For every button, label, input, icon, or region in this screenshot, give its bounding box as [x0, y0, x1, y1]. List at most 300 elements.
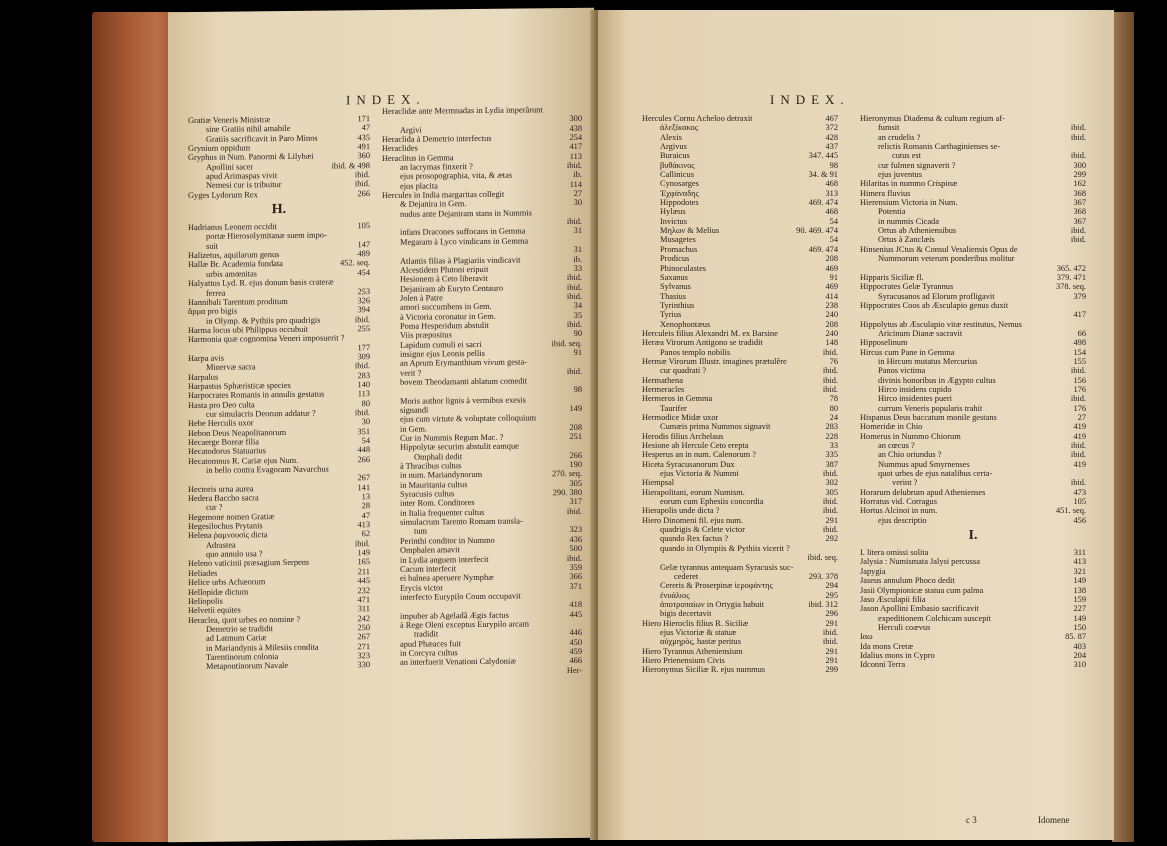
entry-page-ref: 85. 87: [1065, 632, 1086, 642]
index-entry: [860, 660, 1086, 669]
index-entry: [860, 329, 1086, 338]
entry-page-ref: 469. 474: [808, 244, 838, 254]
entry-page-ref: 147: [357, 239, 370, 250]
entry-text: Himera fluvius: [860, 188, 911, 198]
entry-page-ref: ibid.: [1070, 394, 1086, 404]
index-entry: [860, 133, 1086, 142]
entry-page-ref: 283: [357, 370, 370, 380]
entry-page-ref: ibid.: [354, 170, 370, 180]
entry-text: in Olymp. & Pythiis pro quadrigis: [206, 315, 321, 326]
entry-text: ejus prosopographia, vita, & ætas: [400, 171, 513, 182]
entry-page-ref: 208: [825, 254, 838, 264]
entry-text: Hilaritas in nummo Crispinæ: [860, 179, 958, 189]
index-entry: [860, 310, 1086, 319]
entry-page-ref: 468: [825, 207, 838, 217]
entry-text: Hecaerge Boreæ filia: [188, 437, 259, 448]
index-entry: [860, 123, 1086, 132]
entry-text: in Gem.: [400, 424, 427, 434]
entry-page-ref: 270. seq.: [551, 469, 582, 479]
entry-page-ref: 90. 469. 474: [796, 226, 838, 236]
entry-text: Musagetes: [660, 235, 696, 245]
entry-page-ref: 138: [1073, 585, 1086, 595]
entry-page-ref: 446: [569, 628, 582, 638]
entry-page-ref: 267: [357, 473, 370, 483]
entry-text: Taurifer: [660, 403, 687, 413]
entry-page-ref: ibid. seq.: [551, 338, 582, 348]
entry-text: in Mariandynis à Milesiis condita: [206, 642, 319, 653]
left-page-header: INDEX.: [346, 91, 426, 108]
index-entry: [860, 413, 1086, 422]
entry-text: ei balnea aperuere Nymphæ: [400, 573, 494, 583]
entry-page-ref: 208: [569, 422, 582, 432]
entry-page-ref: [1082, 301, 1086, 310]
entry-page-ref: 290. 380: [552, 487, 582, 498]
entry-page-ref: 27: [1077, 413, 1086, 422]
index-entry: [860, 614, 1086, 623]
entry-text: inter Rom. Conditores: [400, 498, 475, 509]
entry-page-ref: 113: [569, 151, 582, 161]
entry-page-ref: 149: [357, 548, 370, 558]
index-entry: [642, 628, 838, 637]
entry-text: cutus est: [892, 151, 922, 161]
entry-page-ref: 291: [825, 646, 838, 656]
entry-text: Herodis filius Archelaus: [642, 431, 724, 441]
index-entry: [860, 189, 1086, 198]
entry-text: Heraclida à Demetrio interfectus: [382, 133, 492, 145]
entry-page-ref: [578, 441, 582, 450]
entry-text: Japygia: [860, 566, 886, 576]
index-entry: [860, 142, 1086, 151]
entry-text: Nummus apud Smyrnenses: [878, 459, 970, 469]
entry-page-ref: 368: [1073, 188, 1086, 198]
entry-page-ref: 176: [1073, 403, 1086, 413]
entry-page-ref: 149: [1073, 613, 1086, 623]
entry-text: Omphalen amavit: [400, 545, 460, 555]
entry-text: Cumæis prima Nummos signavit: [660, 422, 771, 432]
entry-text: in bello contra Evagoram Navarchus: [206, 464, 329, 475]
entry-text: Argivus: [660, 142, 687, 152]
entry-page-ref: [1082, 114, 1086, 123]
index-entry: [642, 609, 838, 618]
entry-text: Hierensium Victoria in Num.: [860, 198, 958, 208]
index-entry: [642, 478, 838, 487]
entry-page-ref: 448: [357, 445, 370, 455]
entry-page-ref: 417: [569, 142, 582, 152]
entry-page-ref: [1082, 245, 1086, 254]
entry-page-ref: 171: [357, 114, 370, 124]
entry-page-ref: 418: [569, 600, 582, 610]
entry-text: Nemesi cur is tribuitur: [206, 180, 282, 191]
entry-page-ref: ibid.: [1070, 478, 1086, 488]
entry-page-ref: 149: [569, 403, 582, 414]
entry-text: αὐχμηρὸς, hastæ peritus: [660, 637, 741, 647]
index-entry: [642, 254, 838, 263]
entry-page-ref: 242: [357, 613, 370, 623]
entry-text: in num. Mariandynorum: [400, 470, 483, 481]
entry-page-ref: 27: [573, 188, 582, 199]
entry-text: Hegesilochus Prytanis: [188, 521, 263, 532]
entry-text: Halizetus, aquilarum genus: [188, 250, 280, 261]
entry-page-ref: 489: [357, 249, 370, 259]
index-entry: [860, 198, 1086, 207]
entry-page-ref: ibid.: [566, 291, 582, 301]
index-entry: [642, 357, 838, 366]
index-entry: [642, 133, 838, 142]
entry-text: Jaso Æsculapii filia: [860, 594, 926, 604]
entry-page-ref: [366, 277, 370, 286]
entry-page-ref: 283: [825, 422, 838, 432]
entry-page-ref: 445: [357, 576, 370, 586]
entry-page-ref: ibid.: [1070, 366, 1086, 376]
entry-text: Hercules in India margaritas collegit: [382, 189, 505, 201]
entry-page-ref: 372: [825, 123, 838, 133]
entry-page-ref: [1082, 320, 1086, 329]
entry-page-ref: 254: [569, 132, 582, 143]
index-entry: [642, 525, 838, 534]
entry-page-ref: [834, 544, 838, 553]
entry-text: Hippocrates Coos ab Æsculapio genus duxit: [860, 300, 1009, 310]
index-entry: [642, 264, 838, 273]
entry-page-ref: 491: [357, 142, 370, 152]
entry-text: ejus cum virtute & voluptate colloquium: [400, 413, 537, 425]
entry-text: à Rege Oleni exceptus Eurypilo arcam: [400, 619, 530, 630]
entry-page-ref: 148: [825, 338, 838, 348]
entry-text: an lacrymas finxerit ?: [400, 162, 473, 172]
entry-text: ejus Victoriæ & statuæ: [660, 627, 737, 637]
entry-text: Syracusis cultus: [400, 489, 455, 499]
index-entry: [642, 217, 838, 226]
index-entry: [860, 604, 1086, 613]
entry-text: an crudelis ?: [878, 132, 921, 142]
index-entry: [860, 394, 1086, 403]
entry-text: Homerus in Nummo Chiorum: [860, 431, 961, 441]
entry-text: Hecatodorus Statuarius: [188, 446, 266, 457]
entry-page-ref: ibid.: [822, 506, 838, 516]
entry-page-ref: 419: [1073, 459, 1086, 469]
entry-text: Hermeracles: [642, 384, 685, 394]
entry-text: insigne ejus Leonis pellis: [400, 348, 485, 359]
entry-text: verit ?: [400, 368, 422, 378]
entry-page-ref: [366, 231, 370, 240]
entry-page-ref: ibid.: [822, 525, 838, 535]
left-page: [168, 8, 594, 842]
entry-page-ref: ibid.: [1070, 450, 1086, 460]
entry-page-ref: 365. 472: [1056, 263, 1086, 273]
index-entry: [642, 591, 838, 600]
entry-page-ref: Her-: [566, 665, 582, 675]
left-index-column-1: [188, 114, 370, 671]
entry-page-ref: 165: [357, 557, 370, 567]
index-entry: [860, 357, 1086, 366]
index-entry: [642, 506, 838, 515]
entry-text: divinis honoribus in Ægypto cultus: [878, 375, 996, 385]
entry-page-ref: 417: [1073, 310, 1086, 320]
entry-page-ref: ibid.: [566, 319, 582, 329]
entry-text: Heraclitus in Gemma: [382, 152, 454, 163]
index-entry: [642, 488, 838, 497]
entry-page-ref: 387: [825, 459, 838, 469]
right-page-header: INDEX.: [770, 92, 850, 107]
entry-page-ref: 271: [357, 641, 370, 651]
entry-text: simulacrum Tarento Romam transla-: [400, 516, 523, 527]
index-entry: [642, 581, 838, 590]
entry-text: Cynosarges: [660, 179, 699, 189]
entry-text: Hippodotes: [660, 198, 699, 208]
entry-page-ref: ibid. & 498: [331, 160, 370, 171]
entry-text: Helice urbs Achæorum: [188, 577, 266, 588]
entry-text: Hiempsal: [642, 478, 675, 488]
index-entry: [642, 385, 838, 394]
index-entry: [860, 385, 1086, 394]
index-entry: [860, 170, 1086, 179]
entry-page-ref: [578, 516, 582, 525]
index-entry: [642, 226, 838, 235]
entry-text: infans Dracones suffocans in Gemma: [400, 226, 526, 238]
entry-page-ref: 378. seq.: [1055, 282, 1086, 292]
entry-text: Poma Hesperidum abstulit: [400, 320, 489, 331]
entry-page-ref: [578, 619, 582, 628]
entry-page-ref: 232: [357, 585, 370, 595]
entry-page-ref: ibid.: [354, 361, 370, 371]
index-entry: [642, 320, 838, 329]
entry-text: Hircus cum Pane in Gemma: [860, 347, 955, 357]
entry-page-ref: 471: [357, 594, 370, 605]
entry-text: Horratus vid. Corragus: [860, 497, 937, 507]
index-entry: [642, 450, 838, 459]
index-entry: [642, 553, 838, 562]
entry-text: portæ Hierosolymitanæ suem impo-: [206, 231, 327, 242]
index-entry: [642, 404, 838, 413]
entry-text: ἀποτροπαίων in Ortygia habuit: [660, 599, 765, 609]
entry-text: tradidit: [414, 629, 439, 639]
index-entry: [188, 189, 370, 200]
entry-page-ref: 54: [361, 436, 370, 446]
index-entry: [642, 151, 838, 160]
entry-page-ref: [1082, 142, 1086, 151]
index-entry: [642, 161, 838, 170]
entry-text: Ἐχφάναδης: [660, 188, 699, 198]
index-entry: [642, 413, 838, 422]
entry-page-ref: 335: [825, 450, 838, 460]
entry-page-ref: 469: [825, 263, 838, 273]
index-entry: [642, 600, 838, 609]
entry-text: Hieronymus Siciliæ R. ejus nummus: [642, 665, 766, 675]
entry-text: cur fulmen signaverit ?: [878, 160, 956, 170]
entry-text: Metapontinorum Navale: [206, 661, 289, 672]
entry-page-ref: [578, 236, 582, 245]
entry-page-ref: ibid.: [354, 408, 370, 418]
entry-text: in Mauritania cultus: [400, 479, 468, 490]
entry-text: Hipparis Siciliæ fl.: [860, 272, 924, 282]
entry-text: Buraicus: [660, 151, 690, 161]
entry-text: Gratiæ Veneris Ministræ: [188, 115, 271, 126]
entry-page-ref: 227: [1073, 604, 1086, 614]
entry-text: Xenophontæus: [660, 319, 711, 329]
entry-text: in Italia frequenter cultus: [400, 507, 485, 518]
entry-page-ref: 299: [825, 665, 838, 675]
entry-page-ref: 468: [825, 179, 838, 189]
index-entry: [642, 114, 838, 123]
entry-text: Hecatomnus R. Cariæ ejus Num.: [188, 455, 299, 466]
entry-page-ref: 240: [825, 310, 838, 320]
entry-text: Gratiis sacrificavit in Paro Minos: [206, 133, 318, 144]
entry-page-ref: [578, 376, 582, 385]
entry-text: Sylvanus: [660, 282, 691, 292]
entry-page-ref: 266: [357, 188, 370, 198]
entry-page-ref: 473: [1073, 487, 1086, 497]
entry-page-ref: 208: [825, 319, 838, 329]
entry-page-ref: ibid.: [1070, 235, 1086, 245]
entry-page-ref: 330: [357, 660, 370, 670]
entry-text: bovem Theodamanti ablatum comedit: [400, 376, 528, 387]
entry-page-ref: 311: [357, 604, 370, 614]
entry-page-ref: 255: [357, 323, 370, 334]
index-entry: [860, 586, 1086, 595]
index-entry: [642, 637, 838, 646]
entry-page-ref: 24: [829, 413, 838, 422]
entry-text: in Hircum mutatus Mercurius: [878, 356, 978, 366]
entry-page-ref: 76: [829, 356, 838, 366]
entry-text: ejus placita: [400, 181, 438, 191]
entry-text: Hebe Herculis uxor: [188, 418, 254, 429]
entry-page-ref: 302: [825, 478, 838, 488]
entry-text: Helena ῥαμνουσίς dicta: [188, 530, 268, 541]
index-entry: [860, 595, 1086, 604]
entry-text: apud Arimaspas vivit: [206, 171, 278, 181]
entry-page-ref: 419: [1073, 422, 1086, 432]
index-entry: [860, 506, 1086, 515]
index-entry: [642, 366, 838, 375]
entry-page-ref: 140: [357, 380, 370, 390]
entry-page-ref: 80: [829, 403, 838, 413]
index-entry: [642, 179, 838, 188]
entry-text: Minervæ sacra: [206, 362, 256, 373]
entry-page-ref: 469: [825, 282, 838, 292]
entry-text: Hadrianus Leonem occidit: [188, 222, 277, 233]
entry-page-ref: ib.: [573, 254, 582, 264]
entry-page-ref: ibid.: [566, 282, 582, 292]
entry-page-ref: 438: [569, 123, 582, 133]
entry-text: Erycis victor: [400, 582, 444, 593]
entry-page-ref: ib.: [573, 170, 582, 180]
entry-text: fumsit: [878, 123, 900, 133]
entry-page-ref: 310: [1073, 660, 1086, 670]
index-entry: [642, 245, 838, 254]
entry-text: Adrastea: [206, 540, 236, 550]
entry-text: Ortus ab Atheniensibus: [878, 226, 957, 236]
index-entry: [860, 422, 1086, 431]
entry-text: Jolen à Patre: [400, 293, 443, 303]
entry-text: Hedera Baccho sacra: [188, 493, 259, 504]
entry-page-ref: 238: [825, 300, 838, 310]
entry-page-ref: ibid.: [822, 637, 838, 647]
entry-text: Hiero Tyrannus Atheniensium: [642, 646, 743, 656]
entry-page-ref: 228: [825, 431, 838, 441]
entry-text: Heliopolis: [188, 596, 223, 606]
entry-page-ref: 414: [825, 291, 838, 301]
index-entry: [860, 207, 1086, 216]
index-entry: [860, 623, 1086, 632]
entry-page-ref: 300: [569, 114, 582, 124]
entry-page-ref: [578, 591, 582, 600]
entry-text: in Lydia anguem interfecit: [400, 554, 489, 565]
entry-text: Hortus Alcinoi in num.: [860, 506, 938, 516]
index-entry: [860, 548, 1086, 557]
entry-page-ref: 28: [361, 501, 370, 511]
entry-text: tum: [414, 526, 428, 537]
entry-page-ref: 98: [573, 385, 582, 395]
entry-page-ref: 78: [829, 394, 838, 404]
entry-page-ref: 176: [1073, 384, 1086, 394]
entry-page-ref: ibid.: [1070, 226, 1086, 236]
entry-text: quando Rex factus ?: [660, 534, 729, 544]
entry-page-ref: 498: [1073, 338, 1086, 348]
index-entry: [860, 348, 1086, 357]
index-entry: [860, 404, 1086, 413]
entry-text: Tyrinthius: [660, 300, 695, 310]
entry-page-ref: 150: [1073, 622, 1086, 632]
entry-page-ref: 313: [825, 188, 838, 198]
entry-page-ref: 366: [569, 572, 582, 582]
entry-text: ἅρμα pro bigis: [188, 306, 238, 317]
entry-text: Callinicus: [660, 170, 694, 180]
entry-text: Hippolytæ securim abstulit eamque: [400, 441, 519, 453]
entry-text: suit: [206, 241, 219, 251]
entry-page-ref: 159: [1073, 594, 1086, 604]
entry-text: Hesione ab Hercule Ceto erepta: [642, 441, 749, 451]
index-entry: [642, 273, 838, 282]
entry-page-ref: ibid.: [566, 217, 582, 227]
index-entry: [860, 478, 1086, 487]
entry-text: Phinoculastes: [660, 263, 707, 273]
entry-page-ref: 267: [357, 632, 370, 642]
entry-text: quando in Olympiis & Pythiis vicerit ?: [660, 543, 790, 553]
entry-text: cur ?: [206, 503, 223, 513]
entry-page-ref: 156: [1073, 375, 1086, 385]
entry-text: sine Gratiis nihil amabile: [206, 124, 291, 135]
entry-text: Viis præpositus: [400, 330, 452, 341]
entry-page-ref: 299: [1073, 170, 1086, 180]
entry-text: Heraclides: [382, 143, 418, 154]
entry-text: urbis amœnitas: [206, 269, 257, 279]
entry-text: à Thracibus cultus: [400, 461, 462, 471]
entry-text: Gyges Lydorum Rex: [188, 190, 258, 200]
entry-page-ref: ibid.: [822, 469, 838, 479]
entry-text: Hermæ Virorum Illustr. imagines prætulêre: [642, 356, 787, 366]
entry-text: Saxanus: [660, 272, 688, 282]
index-entry: [642, 441, 838, 450]
entry-text: nudus ante Dejaniram stans in Nummis: [400, 208, 532, 219]
entry-text: Jasii Olympionicæ statua cum palma: [860, 585, 984, 595]
entry-page-ref: 253: [357, 286, 370, 296]
entry-text: Harpastus Sphæristicæ species: [188, 380, 291, 391]
entry-text: Hiero Prienensium Civis: [642, 655, 725, 665]
entry-text: Ortus à Zanclæis: [878, 235, 935, 245]
entry-page-ref: [578, 413, 582, 422]
entry-text: βυθάκινος: [660, 160, 695, 170]
index-entry: [642, 198, 838, 207]
entry-text: Heraclidæ ante Mermnadas in Lydia imperârunt: [382, 105, 543, 116]
index-entry: [642, 432, 838, 441]
entry-page-ref: 379. 471: [1056, 272, 1086, 282]
entry-text: cur quadrati ?: [660, 366, 707, 376]
entry-text: Hallæ Br. Academia fundata: [188, 259, 283, 270]
entry-text: quo annulo usa ?: [206, 549, 263, 559]
entry-text: Horarum delubrum apud Athenienses: [860, 487, 986, 497]
entry-text: Gelæ tyrannus antequam Syracusis suc-: [660, 562, 794, 572]
entry-text: Hippolytus ab Æsculapio vitæ restitutus, Nemus: [860, 319, 1022, 329]
entry-text: Hasta pro Deo culta: [188, 399, 255, 410]
